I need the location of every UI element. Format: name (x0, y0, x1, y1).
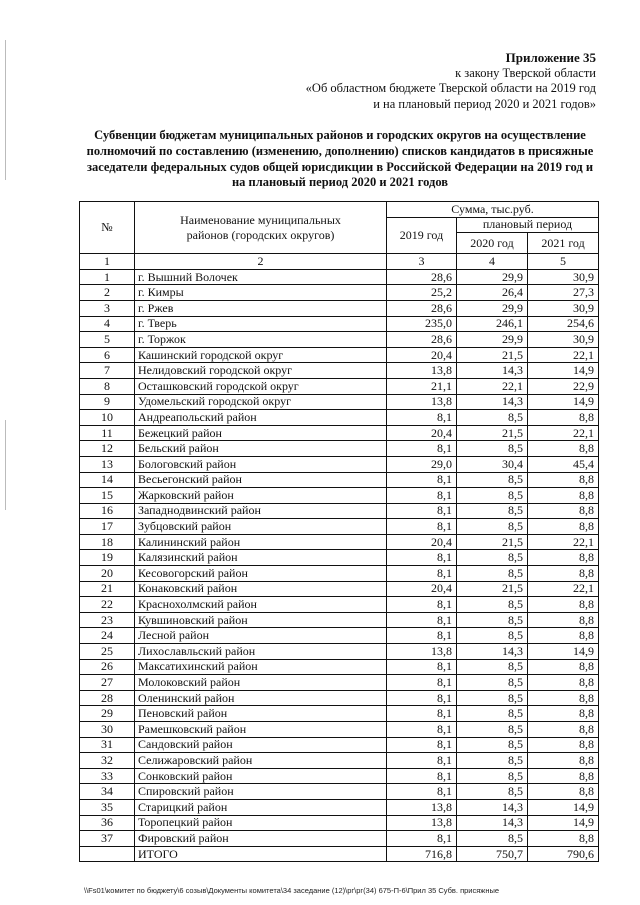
value-2020: 8,5 (457, 784, 528, 800)
row-number: 1 (80, 269, 135, 285)
value-2020: 21,5 (457, 425, 528, 441)
value-2020: 8,5 (457, 597, 528, 613)
table-row (80, 597, 599, 613)
district-name: Максатихинский район (135, 659, 387, 675)
table-row (80, 644, 599, 660)
header-sum: Сумма, тыс.руб. (387, 202, 599, 218)
row-number: 33 (80, 768, 135, 784)
value-2020: 14,3 (457, 394, 528, 410)
table-row (80, 675, 599, 691)
value-2021: 8,8 (528, 550, 599, 566)
value-2020: 8,5 (457, 737, 528, 753)
value-2019: 28,6 (387, 269, 457, 285)
district-name: Кашинский городской округ (135, 347, 387, 363)
header-number: № (80, 202, 135, 254)
value-2019: 8,1 (387, 706, 457, 722)
document-title: Субвенции бюджетам муниципальных районов и городских округов на осуществление полномочий по составлению (изменению, дополнению) списков кандидатов в присяжные заседатели федеральных судов общей юрисдикции в Российской Федерации на 2019 год и на плановый период 2020 и 2021 годов (86, 128, 594, 190)
district-name: Селижаровский район (135, 753, 387, 769)
row-number: 5 (80, 332, 135, 348)
row-number: 3 (80, 300, 135, 316)
index-cell: 2 (135, 254, 387, 270)
value-2020: 14,3 (457, 363, 528, 379)
value-2020: 8,5 (457, 503, 528, 519)
district-name: Кувшиновский район (135, 612, 387, 628)
row-number: 14 (80, 472, 135, 488)
row-number: 20 (80, 566, 135, 582)
row-number: 28 (80, 690, 135, 706)
index-cell: 1 (80, 254, 135, 270)
row-number: 36 (80, 815, 135, 831)
row-number: 22 (80, 597, 135, 613)
table-row (80, 628, 599, 644)
table-row (80, 519, 599, 535)
value-2020: 21,5 (457, 581, 528, 597)
value-2021: 8,8 (528, 519, 599, 535)
value-2019: 8,1 (387, 675, 457, 691)
row-number: 11 (80, 425, 135, 441)
value-2019: 20,4 (387, 534, 457, 550)
table-row (80, 347, 599, 363)
value-2019: 20,4 (387, 425, 457, 441)
value-2020: 14,3 (457, 815, 528, 831)
value-2020: 8,5 (457, 753, 528, 769)
value-2021: 8,8 (528, 737, 599, 753)
value-2021: 8,8 (528, 410, 599, 426)
value-2021: 8,8 (528, 675, 599, 691)
value-2019: 13,8 (387, 799, 457, 815)
value-2020: 8,5 (457, 831, 528, 847)
table-row (80, 378, 599, 394)
value-2019: 8,1 (387, 784, 457, 800)
value-2020: 8,5 (457, 441, 528, 457)
table-row (80, 768, 599, 784)
value-2021: 27,3 (528, 285, 599, 301)
value-2019: 20,4 (387, 581, 457, 597)
value-2019: 21,1 (387, 378, 457, 394)
row-number: 21 (80, 581, 135, 597)
value-2021: 8,8 (528, 659, 599, 675)
table-row (80, 316, 599, 332)
district-name: Бельский район (135, 441, 387, 457)
row-number: 31 (80, 737, 135, 753)
value-2021: 30,9 (528, 269, 599, 285)
row-number: 10 (80, 410, 135, 426)
appendix-line: и на плановый период 2020 и 2021 годов» (373, 96, 596, 111)
value-2021: 22,9 (528, 378, 599, 394)
table-row (80, 722, 599, 738)
district-name: Калязинский район (135, 550, 387, 566)
district-name: Сандовский район (135, 737, 387, 753)
district-name: Фировский район (135, 831, 387, 847)
row-number: 19 (80, 550, 135, 566)
row-number: 8 (80, 378, 135, 394)
value-2019: 8,1 (387, 503, 457, 519)
table-row (80, 690, 599, 706)
value-2021: 8,8 (528, 690, 599, 706)
scan-margin-line (5, 40, 6, 180)
value-2019: 8,1 (387, 737, 457, 753)
value-2019: 8,1 (387, 472, 457, 488)
appendix-header (306, 50, 596, 112)
value-2020: 8,5 (457, 768, 528, 784)
appendix-line: к закону Тверской области (455, 65, 596, 80)
index-cell: 5 (528, 254, 599, 270)
row-number: 29 (80, 706, 135, 722)
value-2020: 14,3 (457, 799, 528, 815)
district-name: Сонковский район (135, 768, 387, 784)
district-name: Конаковский район (135, 581, 387, 597)
value-2020: 8,5 (457, 706, 528, 722)
table-row (80, 269, 599, 285)
row-number: 37 (80, 831, 135, 847)
value-2019: 8,1 (387, 722, 457, 738)
appendix-title: Приложение 35 (505, 50, 596, 65)
district-name: Лихославльский район (135, 644, 387, 660)
district-name: Старицкий район (135, 799, 387, 815)
district-name: Нелидовский городской округ (135, 363, 387, 379)
value-2019: 8,1 (387, 768, 457, 784)
value-2021: 14,9 (528, 394, 599, 410)
value-2021: 14,9 (528, 363, 599, 379)
value-2021: 8,8 (528, 488, 599, 504)
district-name: г. Вышний Волочек (135, 269, 387, 285)
appendix-line: «Об областном бюджете Тверской области на 2019 год (305, 81, 596, 95)
table-row (80, 332, 599, 348)
table-row (80, 659, 599, 675)
value-2019: 8,1 (387, 410, 457, 426)
table-row (80, 831, 599, 847)
row-number: 4 (80, 316, 135, 332)
row-number: 2 (80, 285, 135, 301)
value-2020: 8,5 (457, 675, 528, 691)
value-2019: 13,8 (387, 644, 457, 660)
district-name: Оленинский район (135, 690, 387, 706)
row-number: 9 (80, 394, 135, 410)
value-2021: 22,1 (528, 425, 599, 441)
total-2020: 750,7 (457, 846, 528, 862)
district-name: г. Кимры (135, 285, 387, 301)
table-row (80, 285, 599, 301)
row-number: 17 (80, 519, 135, 535)
header-2020: 2020 год (457, 233, 528, 254)
value-2021: 8,8 (528, 441, 599, 457)
table-row (80, 488, 599, 504)
district-name: Бежецкий район (135, 425, 387, 441)
value-2020: 26,4 (457, 285, 528, 301)
row-number: 15 (80, 488, 135, 504)
table-body (80, 254, 599, 862)
value-2020: 8,5 (457, 410, 528, 426)
district-name: Западнодвинский район (135, 503, 387, 519)
district-name: г. Тверь (135, 316, 387, 332)
row-number: 13 (80, 456, 135, 472)
table-row (80, 706, 599, 722)
row-number: 7 (80, 363, 135, 379)
row-number: 25 (80, 644, 135, 660)
value-2020: 29,9 (457, 300, 528, 316)
value-2021: 8,8 (528, 784, 599, 800)
value-2019: 8,1 (387, 612, 457, 628)
value-2019: 13,8 (387, 394, 457, 410)
value-2021: 8,8 (528, 722, 599, 738)
table-row (80, 737, 599, 753)
table-row (80, 534, 599, 550)
value-2020: 8,5 (457, 612, 528, 628)
table-row (80, 566, 599, 582)
district-name: Бологовский район (135, 456, 387, 472)
value-2021: 14,9 (528, 815, 599, 831)
value-2019: 8,1 (387, 659, 457, 675)
value-2021: 8,8 (528, 831, 599, 847)
row-number: 16 (80, 503, 135, 519)
value-2021: 8,8 (528, 768, 599, 784)
value-2020: 8,5 (457, 659, 528, 675)
table-row (80, 784, 599, 800)
value-2020: 8,5 (457, 472, 528, 488)
table-row (80, 815, 599, 831)
value-2020: 21,5 (457, 347, 528, 363)
value-2019: 8,1 (387, 441, 457, 457)
value-2020: 8,5 (457, 722, 528, 738)
row-number: 6 (80, 347, 135, 363)
total-blank (80, 846, 135, 862)
value-2019: 8,1 (387, 488, 457, 504)
total-label: ИТОГО (135, 846, 387, 862)
value-2020: 8,5 (457, 519, 528, 535)
row-number: 34 (80, 784, 135, 800)
table-row (80, 612, 599, 628)
value-2021: 22,1 (528, 581, 599, 597)
row-number: 26 (80, 659, 135, 675)
table-row (80, 425, 599, 441)
value-2021: 22,1 (528, 534, 599, 550)
district-name: Торопецкий район (135, 815, 387, 831)
table-row (80, 394, 599, 410)
value-2021: 8,8 (528, 472, 599, 488)
district-name: Осташковский городской округ (135, 378, 387, 394)
value-2021: 14,9 (528, 799, 599, 815)
value-2021: 22,1 (528, 347, 599, 363)
value-2020: 8,5 (457, 566, 528, 582)
value-2020: 8,5 (457, 488, 528, 504)
value-2021: 14,9 (528, 644, 599, 660)
value-2020: 30,4 (457, 456, 528, 472)
index-cell: 3 (387, 254, 457, 270)
total-row (80, 846, 599, 862)
table-row (80, 503, 599, 519)
value-2021: 30,9 (528, 332, 599, 348)
value-2019: 8,1 (387, 519, 457, 535)
value-2020: 246,1 (457, 316, 528, 332)
district-name: Спировский район (135, 784, 387, 800)
value-2021: 254,6 (528, 316, 599, 332)
total-2019: 716,8 (387, 846, 457, 862)
value-2019: 8,1 (387, 753, 457, 769)
header-2019: 2019 год (387, 217, 457, 254)
row-number: 24 (80, 628, 135, 644)
value-2019: 29,0 (387, 456, 457, 472)
value-2021: 8,8 (528, 597, 599, 613)
index-cell: 4 (457, 254, 528, 270)
district-name: Молоковский район (135, 675, 387, 691)
district-name: Кесовогорский район (135, 566, 387, 582)
row-number: 35 (80, 799, 135, 815)
district-name: Зубцовский район (135, 519, 387, 535)
district-name: Лесной район (135, 628, 387, 644)
value-2020: 14,3 (457, 644, 528, 660)
subsidy-table (79, 201, 599, 862)
value-2019: 13,8 (387, 363, 457, 379)
value-2020: 8,5 (457, 550, 528, 566)
value-2020: 8,5 (457, 690, 528, 706)
value-2019: 8,1 (387, 628, 457, 644)
value-2020: 29,9 (457, 332, 528, 348)
row-number: 30 (80, 722, 135, 738)
value-2021: 8,8 (528, 753, 599, 769)
value-2019: 235,0 (387, 316, 457, 332)
district-name: г. Торжок (135, 332, 387, 348)
district-name: Весьегонский район (135, 472, 387, 488)
district-name: Краснохолмский район (135, 597, 387, 613)
value-2019: 8,1 (387, 566, 457, 582)
value-2019: 8,1 (387, 550, 457, 566)
row-number: 23 (80, 612, 135, 628)
table-row (80, 456, 599, 472)
value-2020: 22,1 (457, 378, 528, 394)
total-2021: 790,6 (528, 846, 599, 862)
table-row (80, 799, 599, 815)
value-2020: 8,5 (457, 628, 528, 644)
value-2021: 8,8 (528, 566, 599, 582)
district-name: Андреапольский район (135, 410, 387, 426)
district-name: Рамешковский район (135, 722, 387, 738)
file-path-footer: \\Fs01\комитет по бюджету\6 созыв\Документы комитета\34 заседание (12)\рг\рг(34) 675-П-6\Прил 35 Субв. присяжные (84, 886, 500, 895)
value-2021: 8,8 (528, 612, 599, 628)
district-name: Удомельский городской округ (135, 394, 387, 410)
table-row (80, 753, 599, 769)
index-row (80, 254, 599, 270)
scan-margin-line (5, 420, 6, 510)
value-2019: 8,1 (387, 597, 457, 613)
value-2019: 28,6 (387, 300, 457, 316)
value-2019: 8,1 (387, 690, 457, 706)
value-2019: 28,6 (387, 332, 457, 348)
table-row (80, 550, 599, 566)
value-2019: 13,8 (387, 815, 457, 831)
value-2019: 8,1 (387, 831, 457, 847)
header-name: Наименование муниципальных районов (городских округов) (135, 202, 387, 254)
table-row (80, 472, 599, 488)
table-row (80, 363, 599, 379)
value-2021: 30,9 (528, 300, 599, 316)
row-number: 18 (80, 534, 135, 550)
value-2019: 20,4 (387, 347, 457, 363)
district-name: Калининский район (135, 534, 387, 550)
header-plan-period: плановый период (457, 217, 599, 233)
value-2021: 8,8 (528, 706, 599, 722)
table-row (80, 410, 599, 426)
value-2021: 45,4 (528, 456, 599, 472)
row-number: 32 (80, 753, 135, 769)
row-number: 12 (80, 441, 135, 457)
value-2020: 29,9 (457, 269, 528, 285)
table-row (80, 441, 599, 457)
header-2021: 2021 год (528, 233, 599, 254)
value-2019: 25,2 (387, 285, 457, 301)
district-name: Пеновский район (135, 706, 387, 722)
row-number: 27 (80, 675, 135, 691)
table-row (80, 300, 599, 316)
value-2021: 8,8 (528, 503, 599, 519)
table-row (80, 581, 599, 597)
value-2021: 8,8 (528, 628, 599, 644)
value-2020: 21,5 (457, 534, 528, 550)
district-name: г. Ржев (135, 300, 387, 316)
district-name: Жарковский район (135, 488, 387, 504)
